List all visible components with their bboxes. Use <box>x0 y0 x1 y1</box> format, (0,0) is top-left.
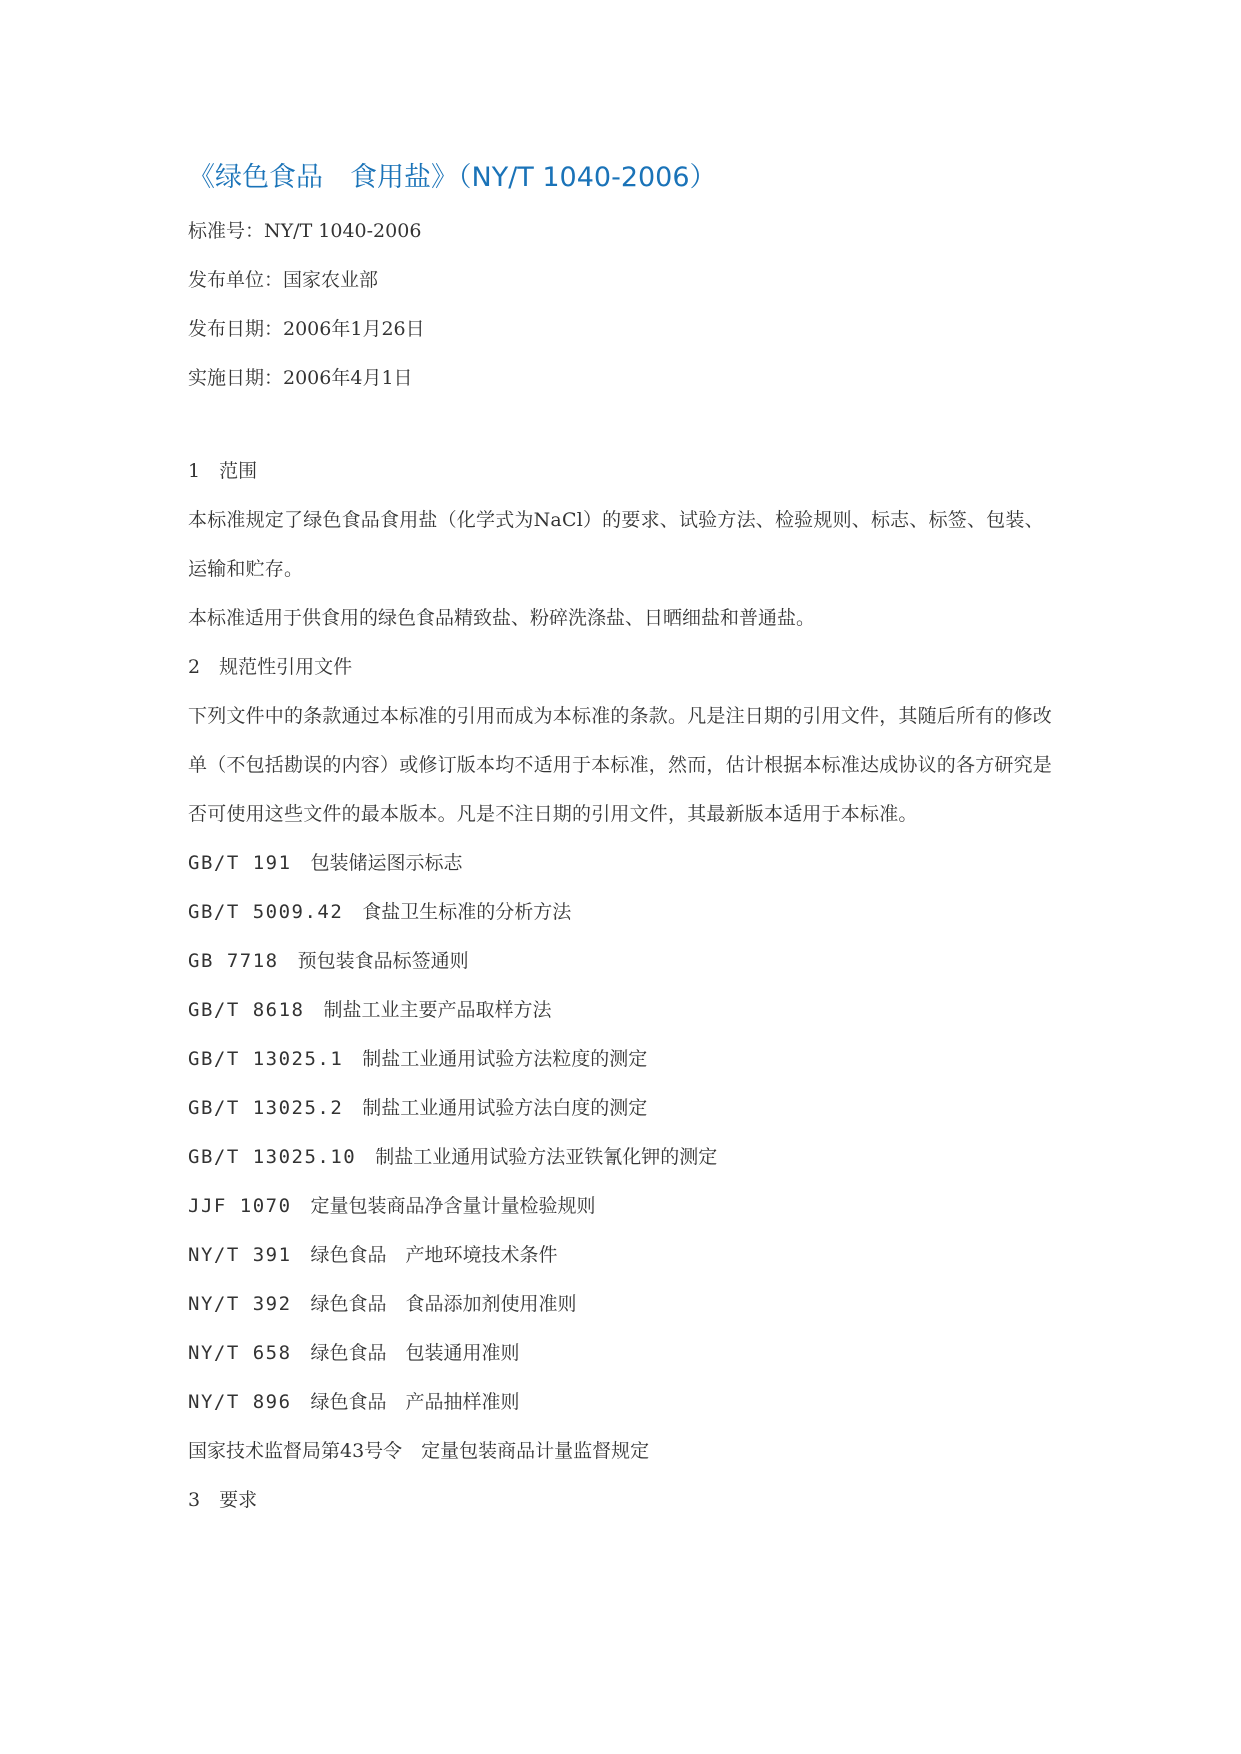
reference-title: 绿色食品 产品抽样准则 <box>310 1391 520 1413</box>
reference-item <box>188 1095 1058 1122</box>
reference-item <box>188 997 1058 1024</box>
section-2-heading: 2 规范性引用文件 <box>188 656 353 678</box>
effective-date: 实施日期：2006年4月1日 <box>188 367 413 389</box>
reference-code: GB/T 13025.1 <box>188 1048 344 1070</box>
reference-title: 食盐卫生标准的分析方法 <box>362 901 572 923</box>
reference-code: GB/T 8618 <box>188 999 305 1021</box>
reference-title: 定量包装商品净含量计量检验规则 <box>310 1195 596 1217</box>
reference-code: GB/T 13025.10 <box>188 1146 357 1168</box>
reference-code: GB/T 191 <box>188 852 292 874</box>
section-1-paragraph-scope: 本标准规定了绿色食品食用盐（化学式为NaCl）的要求、试验方法、检验规则、标志、标签、包装、运输和贮存。 <box>188 509 1044 580</box>
reference-code: GB/T 13025.2 <box>188 1097 344 1119</box>
reference-title: 绿色食品 食品添加剂使用准则 <box>310 1293 577 1315</box>
section-1-heading: 1 范围 <box>188 460 258 482</box>
reference-item <box>188 1389 1058 1416</box>
section-2-paragraph: 下列文件中的条款通过本标准的引用而成为本标准的条款。凡是注日期的引用文件，其随后所有的修改单（不包括勘误的内容）或修订版本均不适用于本标准，然而，估计根据本标准达成协议的各方研究是否可使用这些文件的最本版本。凡是不注日期的引用文件，其最新版本适用于本标准。 <box>188 705 1053 825</box>
standard-number: 标准号：NY/T 1040-2006 <box>188 220 422 242</box>
reference-item <box>188 1340 1058 1367</box>
reference-item <box>188 1144 1058 1171</box>
publisher: 发布单位：国家农业部 <box>188 269 379 291</box>
reference-title: 制盐工业通用试验方法亚铁氰化钾的测定 <box>375 1146 718 1168</box>
publish-date: 发布日期：2006年1月26日 <box>188 318 425 340</box>
reference-title: 制盐工业通用试验方法粒度的测定 <box>362 1048 648 1070</box>
decree-reference: 国家技术监督局第43号令 定量包装商品计量监督规定 <box>188 1440 650 1462</box>
reference-code: NY/T 896 <box>188 1391 292 1413</box>
document-page <box>188 160 1058 1536</box>
reference-title: 制盐工业通用试验方法白度的测定 <box>362 1097 648 1119</box>
reference-title: 包装储运图示标志 <box>310 852 463 874</box>
reference-item <box>188 1046 1058 1073</box>
reference-title: 绿色食品 产地环境技术条件 <box>310 1244 558 1266</box>
reference-list <box>188 850 1058 1465</box>
reference-item <box>188 948 1058 975</box>
reference-title: 制盐工业主要产品取样方法 <box>323 999 552 1021</box>
reference-item <box>188 850 1058 877</box>
reference-code: JJF 1070 <box>188 1195 292 1217</box>
reference-item <box>188 1242 1058 1269</box>
section-1-paragraph-applicability: 本标准适用于供食用的绿色食品精致盐、粉碎洗涤盐、日晒细盐和普通盐。 <box>188 607 816 629</box>
reference-item <box>188 899 1058 926</box>
reference-code: GB/T 5009.42 <box>188 901 344 923</box>
reference-code: NY/T 658 <box>188 1342 292 1364</box>
reference-code: GB 7718 <box>188 950 279 972</box>
section-3-heading: 3 要求 <box>188 1489 258 1511</box>
reference-item <box>188 1193 1058 1220</box>
reference-title: 绿色食品 包装通用准则 <box>310 1342 520 1364</box>
reference-code: NY/T 392 <box>188 1293 292 1315</box>
reference-title: 预包装食品标签通则 <box>297 950 469 972</box>
reference-code: NY/T 391 <box>188 1244 292 1266</box>
reference-item <box>188 1291 1058 1318</box>
spacer <box>188 414 1058 458</box>
document-title: 《绿色食品 食用盐》（NY/T 1040-2006） <box>188 162 717 193</box>
